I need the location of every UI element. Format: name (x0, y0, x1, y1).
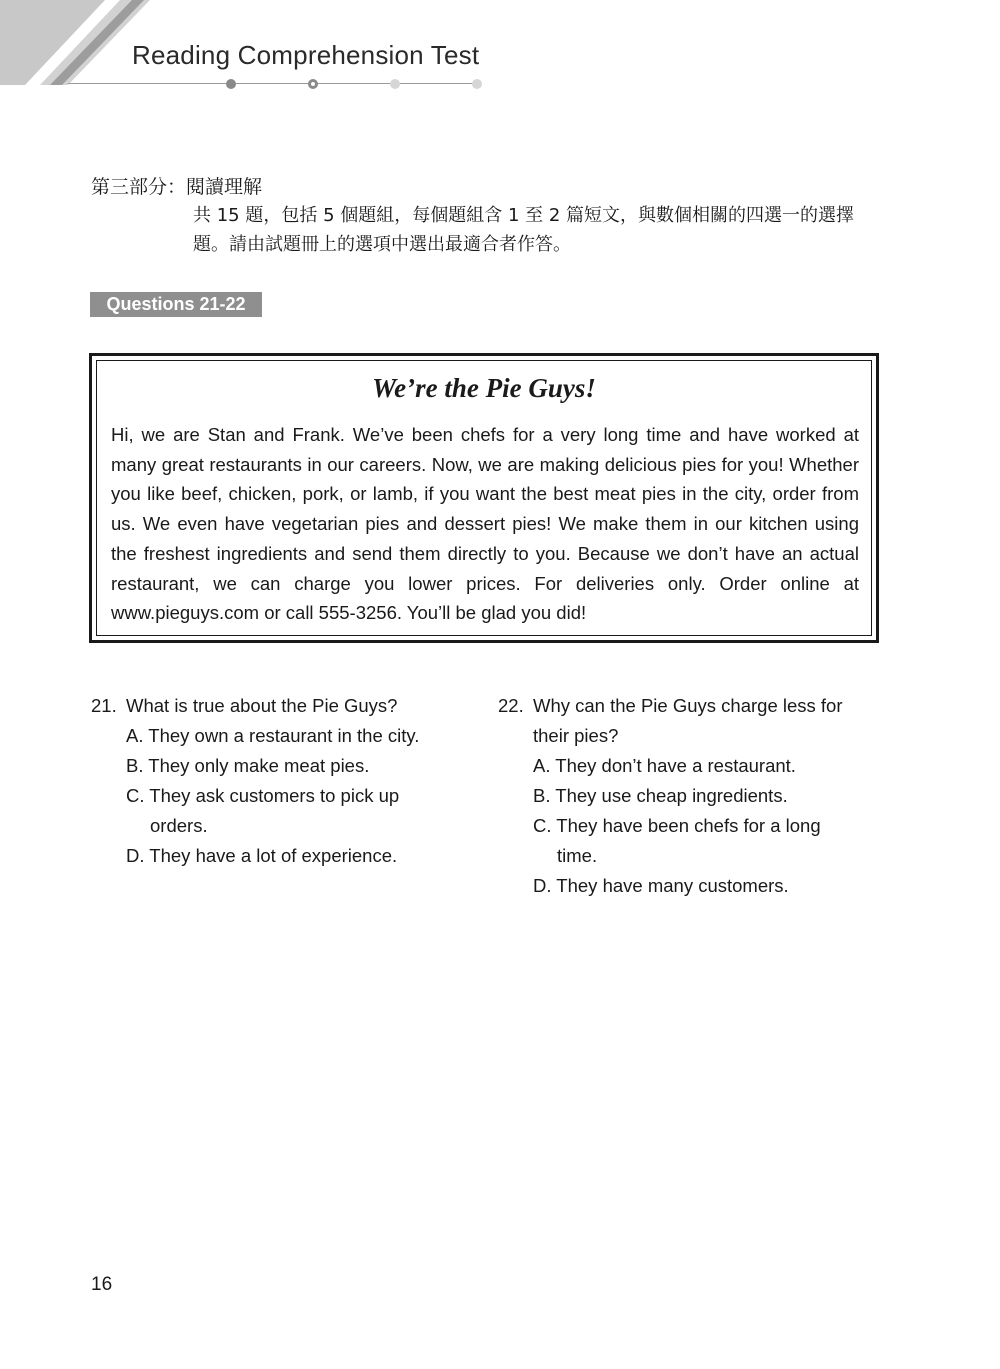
option-c[interactable]: C. They have been chefs for a long time. (533, 815, 821, 866)
progress-dot-3 (390, 79, 400, 89)
passage-title: We’re the Pie Guys! (372, 373, 596, 403)
page-number: 16 (91, 1274, 113, 1295)
section-description: 共 15 題，包括 5 個題組，每個題組含 1 至 2 篇短文，與數個相關的四選一的選擇題。請由試題冊上的選項中選出最適合者作答。 (193, 205, 855, 255)
question-stem: Why can the Pie Guys charge less for their pies? (533, 695, 843, 746)
option-b[interactable]: B. They only make meat pies. (126, 755, 370, 776)
option-a[interactable]: A. They don’t have a restaurant. (533, 755, 796, 776)
progress-dot-2 (308, 79, 318, 89)
question-21 (91, 691, 461, 871)
option-d[interactable]: D. They have a lot of experience. (126, 845, 398, 866)
question-22 (498, 691, 878, 901)
passage-box (89, 353, 879, 643)
option-b[interactable]: B. They use cheap ingredients. (533, 785, 788, 806)
passage-body: Hi, we are Stan and Frank. We’ve been chefs for a very long time and have worked at many great restaurants in our careers. Now, we are making delicious pies for you! Whether you like beef, chicken, pork, or lamb, if you want the best meat pies in the city, order from us. We even have vegetarian pies and dessert pies! We make them in our kitchen using the freshest ingredients and send them directly to you. Because we don’t have an actual restaurant, we can charge you lower prices. For deliveries only. Order online at www.pieguys.com or call 555-3256. You’ll be glad you did! (111, 424, 859, 624)
questions-label: Questions 21-22 (90, 292, 262, 317)
header-divider (68, 83, 480, 84)
progress-dot-4 (472, 79, 482, 89)
progress-dot-1 (226, 79, 236, 89)
option-c[interactable]: C. They ask customers to pick up orders. (126, 785, 400, 836)
question-number: 22. (498, 695, 524, 716)
option-d[interactable]: D. They have many customers. (533, 875, 789, 896)
section-heading: 第三部分：閱讀理解 (91, 176, 263, 198)
option-a[interactable]: A. They own a restaurant in the city. (126, 725, 420, 746)
header-title: Reading Comprehension Test (132, 40, 480, 70)
question-stem: What is true about the Pie Guys? (126, 695, 398, 716)
question-number: 21. (91, 695, 117, 716)
